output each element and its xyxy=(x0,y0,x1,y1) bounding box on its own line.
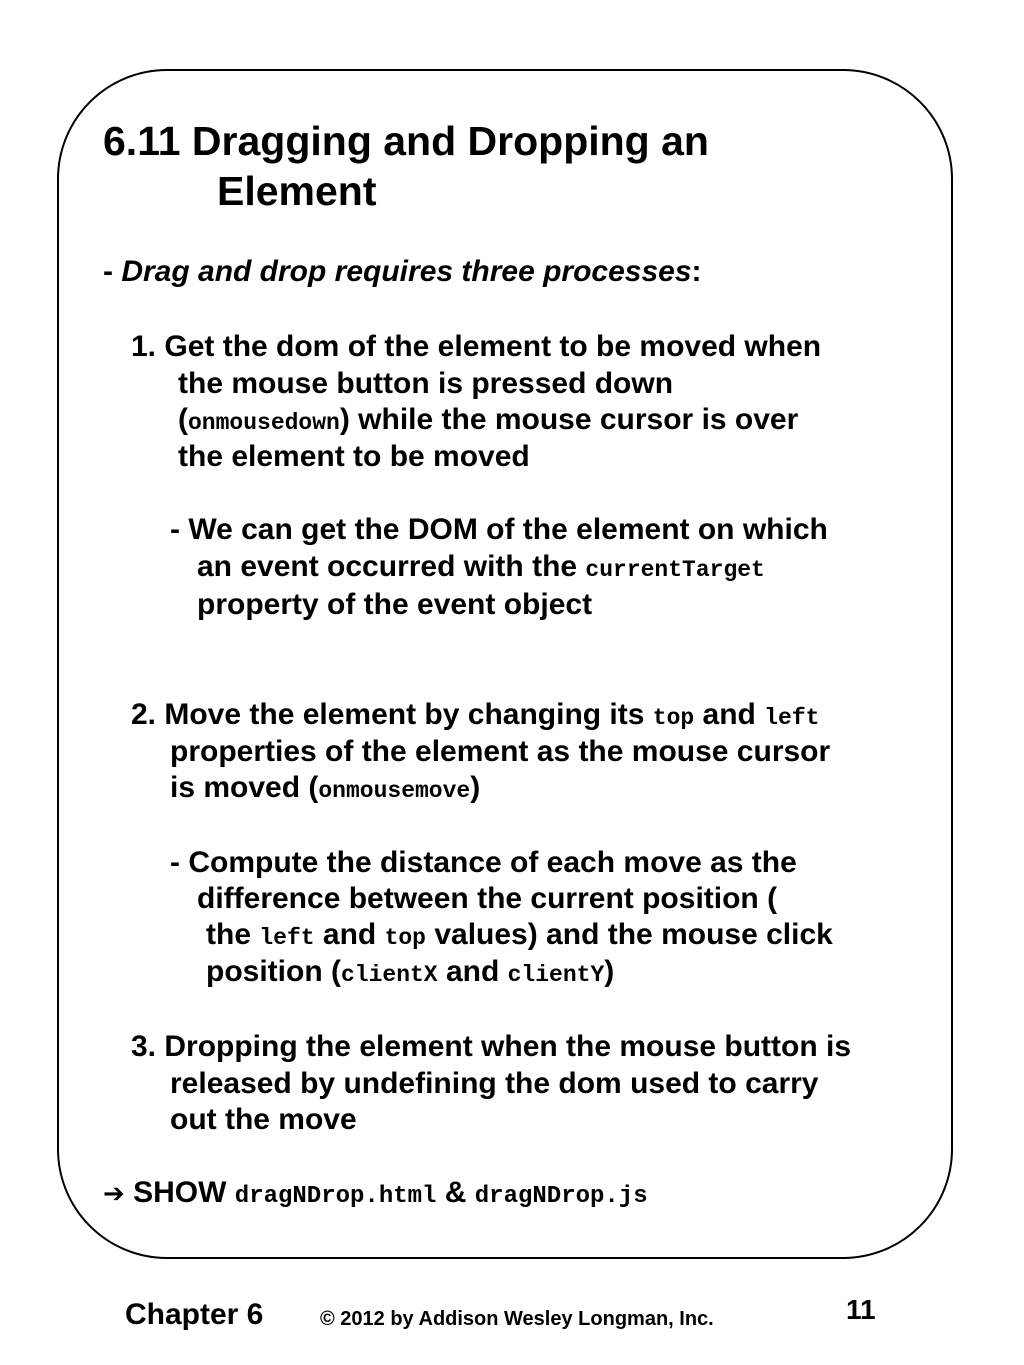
file-dragndrop-html: dragNDrop.html xyxy=(234,1183,437,1210)
step3-line3: out the move xyxy=(170,1103,357,1136)
paren-open: ( xyxy=(178,403,188,436)
step2-sub-line4-text: position ( xyxy=(206,955,341,988)
step2-sub-line1: - Compute the distance of each move as the xyxy=(170,846,797,879)
step3-line1: 3. Dropping the element when the mouse button is xyxy=(131,1030,852,1063)
paren-close: ) xyxy=(470,771,481,804)
code-onmousemove: onmousemove xyxy=(318,778,471,804)
show-amp: & xyxy=(436,1176,475,1209)
step2-sub-line4-close: ) xyxy=(604,955,615,988)
step1-line3-rest: ) while the mouse cursor is over xyxy=(339,403,799,436)
arrow-right-icon: ➔ xyxy=(103,1179,125,1209)
footer-copyright: © 2012 by Addison Wesley Longman, Inc. xyxy=(320,1308,714,1330)
code-top-2: top xyxy=(384,925,426,951)
step2-sub-line3 xyxy=(206,918,833,952)
step1-line2: the mouse button is pressed down xyxy=(178,367,674,400)
code-clienty: clientY xyxy=(507,962,605,988)
step2-line1 xyxy=(131,698,819,732)
step1-sub-line2-text: an event occurred with the xyxy=(197,550,586,583)
step2-line2: properties of the element as the mouse cursor xyxy=(170,735,831,768)
show-line xyxy=(103,1176,648,1210)
code-currenttarget: currentTarget xyxy=(585,557,765,583)
step2-sub-line3-rest: values) and the mouse click xyxy=(426,918,833,951)
slide-title-line2: Element xyxy=(217,168,377,214)
step2-line1-and: and xyxy=(694,698,765,731)
intro-text: Drag and drop requires three processes xyxy=(121,255,692,288)
code-clientx: clientX xyxy=(340,962,438,988)
page-number: 11 xyxy=(846,1294,876,1325)
intro-line xyxy=(103,255,702,289)
step1-sub-line2 xyxy=(197,550,765,584)
step1-sub-line1: - We can get the DOM of the element on which xyxy=(170,513,828,546)
step2-line1-text: 2. Move the element by changing its xyxy=(131,698,653,731)
step1-line1: 1. Get the dom of the element to be moved when xyxy=(131,330,822,363)
step1-sub-line3: property of the event object xyxy=(197,588,593,621)
step3-line2: released by undefining the dom used to carry xyxy=(170,1067,819,1100)
code-left-2: left xyxy=(259,925,315,951)
intro-colon: : xyxy=(691,255,702,288)
step2-sub-line3-the: the xyxy=(206,918,260,951)
code-onmousedown: onmousedown xyxy=(188,410,340,436)
step2-line3 xyxy=(170,771,480,805)
step2-sub-line3-and: and xyxy=(314,918,385,951)
step2-sub-line4 xyxy=(206,955,614,989)
step2-sub-line4-and: and xyxy=(437,955,508,988)
file-dragndrop-js: dragNDrop.js xyxy=(474,1183,648,1210)
footer-chapter: Chapter 6 xyxy=(125,1298,264,1331)
step1-line3 xyxy=(178,403,798,437)
show-label: SHOW xyxy=(124,1176,235,1209)
step2-line3-text: is moved ( xyxy=(170,771,319,804)
code-top: top xyxy=(652,705,695,731)
step2-sub-line2: difference between the current position ( xyxy=(197,882,778,915)
step1-line4: the element to be moved xyxy=(178,440,530,473)
code-left: left xyxy=(764,705,820,731)
slide-title-line1: 6.11 Dragging and Dropping an xyxy=(103,118,709,164)
intro-dash: - xyxy=(103,255,122,288)
